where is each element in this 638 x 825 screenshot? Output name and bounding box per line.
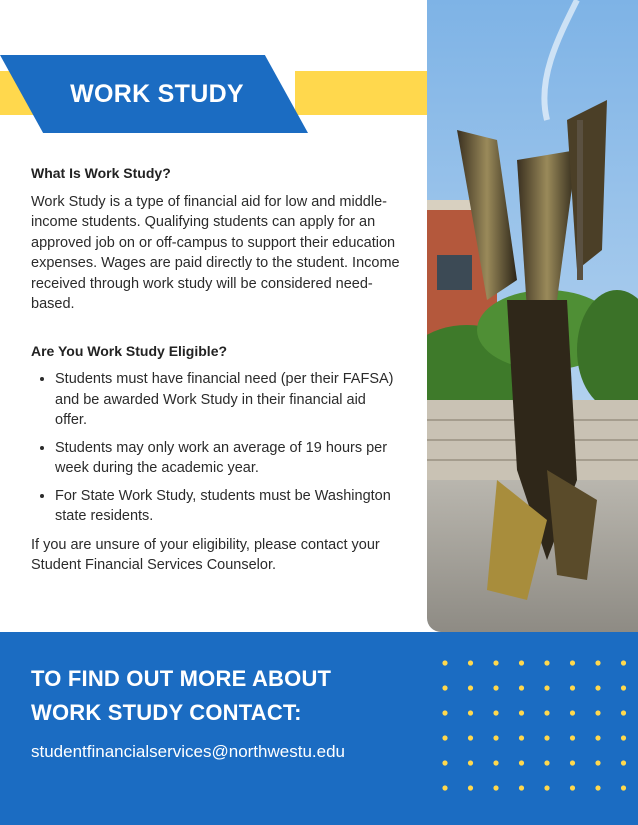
decorative-dot xyxy=(570,735,575,740)
list-item: • Students must have financial need (per their FAFSA) and be awarded Work Study in their financial aid offer. xyxy=(55,369,401,431)
decorative-dot xyxy=(621,735,626,740)
decorative-dot xyxy=(468,735,473,740)
main-content xyxy=(31,163,401,576)
decorative-dot xyxy=(468,760,473,765)
section-heading-eligible: Are You Work Study Eligible? xyxy=(31,342,228,359)
decorative-dot xyxy=(544,685,549,690)
contact-email-link[interactable]: studentfinancialservices@northwestu.edu xyxy=(31,742,345,761)
decorative-dot xyxy=(570,660,575,665)
decorative-dot xyxy=(544,660,549,665)
eligibility-closing: If you are unsure of your eligibility, please contact your Student Financial Services Counselor. xyxy=(31,536,380,573)
decorative-dot xyxy=(442,685,447,690)
decorative-dot xyxy=(519,710,524,715)
decorative-dot xyxy=(544,760,549,765)
decorative-dot xyxy=(493,785,498,790)
decorative-dot xyxy=(468,660,473,665)
section-heading-what-is: What Is Work Study? xyxy=(31,165,171,181)
sculpture-fountain-photo xyxy=(427,0,638,632)
eligibility-list xyxy=(31,369,401,527)
decorative-dot xyxy=(468,710,473,715)
decorative-dot xyxy=(621,685,626,690)
decorative-dot xyxy=(519,760,524,765)
section-body-what-is: Work Study is a type of financial aid for low and middle-income students. Qualifying students can apply for an approved job on or off-campus to support their education expenses. Wages are paid directly to the student. Income received through work study will be considered need-based. xyxy=(31,193,400,312)
decorative-dot xyxy=(621,785,626,790)
decorative-dot xyxy=(468,685,473,690)
decorative-dot xyxy=(493,735,498,740)
decorative-dot xyxy=(544,710,549,715)
decorative-dot xyxy=(621,710,626,715)
decorative-dot xyxy=(519,735,524,740)
decorative-dot xyxy=(519,660,524,665)
decorative-dot xyxy=(595,785,600,790)
decorative-dot xyxy=(570,760,575,765)
decorative-dot xyxy=(442,785,447,790)
footer-cta-line1: TO FIND OUT MORE ABOUT xyxy=(31,666,332,691)
decorative-dot xyxy=(621,760,626,765)
decorative-dot xyxy=(493,760,498,765)
decorative-dot xyxy=(493,660,498,665)
decorative-dot xyxy=(493,685,498,690)
page-title: WORK STUDY xyxy=(70,79,244,108)
decorative-dot xyxy=(595,710,600,715)
decorative-dot xyxy=(544,735,549,740)
list-item: • Students may only work an average of 19 hours per week during the academic year. xyxy=(55,438,401,479)
decorative-dot xyxy=(595,735,600,740)
decorative-dot xyxy=(595,760,600,765)
decorative-dot xyxy=(519,685,524,690)
decorative-dot xyxy=(493,710,498,715)
decorative-dot xyxy=(442,660,447,665)
list-item: • For State Work Study, students must be Washington state residents. xyxy=(55,486,401,527)
decorative-dot xyxy=(468,785,473,790)
decorative-dot xyxy=(442,735,447,740)
decorative-dot xyxy=(595,660,600,665)
footer-cta-line2: WORK STUDY CONTACT: xyxy=(31,700,302,725)
decorative-dot xyxy=(570,785,575,790)
decorative-dot xyxy=(544,785,549,790)
decorative-dot xyxy=(595,685,600,690)
decorative-dot xyxy=(570,710,575,715)
decorative-dot-grid xyxy=(440,656,630,806)
decorative-dot xyxy=(519,785,524,790)
decorative-dot xyxy=(570,685,575,690)
decorative-dot xyxy=(442,760,447,765)
decorative-dot xyxy=(621,660,626,665)
footer-cta xyxy=(31,662,411,730)
decorative-dot xyxy=(442,710,447,715)
